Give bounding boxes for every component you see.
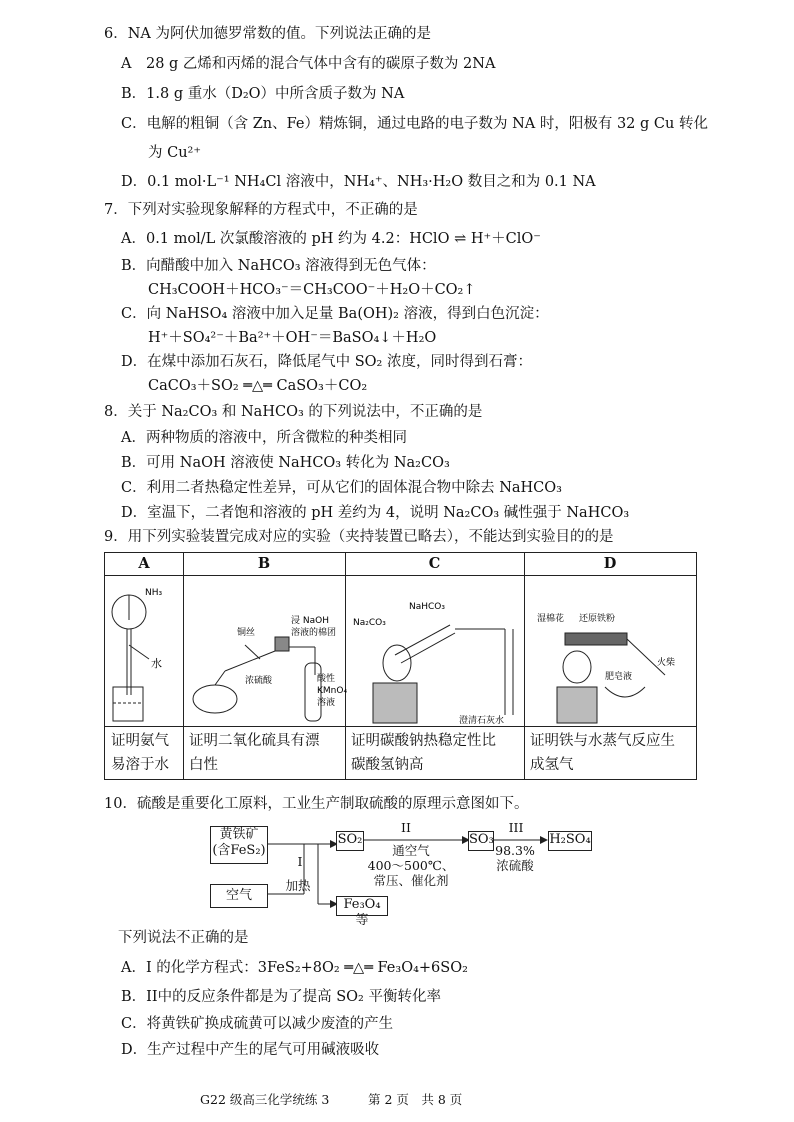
footer-page-number: 第 2 页 共 8 页 bbox=[368, 1092, 463, 1107]
q8-stem: 8．关于 Na₂CO₃ 和 NaHCO₃ 的下列说法中，不正确的是 bbox=[104, 404, 483, 420]
box-air: 空气 bbox=[210, 884, 268, 908]
table-header-d: D bbox=[603, 555, 617, 572]
q7-option-b-eq: CH₃COOH＋HCO₃⁻＝CH₃COO⁻＋H₂O＋CO₂↑ bbox=[148, 282, 476, 298]
q6-option-d: D．0.1 mol·L⁻¹ NH₄Cl 溶液中，NH₄⁺、NH₃·H₂O 数目之和为 0.1 NA bbox=[121, 174, 596, 190]
caption-b: 证明二氧化硫具有漂 白性 bbox=[189, 733, 320, 773]
q9-stem: 9．用下列实验装置完成对应的实验（夹持装置已略去），不能达到实验目的的是 bbox=[104, 529, 614, 545]
q6-stem: 6．NA 为阿伏加德罗常数的值。下列说法正确的是 bbox=[104, 26, 431, 42]
box-h2so4: H₂SO₄ bbox=[548, 831, 592, 851]
box-pyrite: 黄铁矿 (含FeS₂) bbox=[210, 826, 268, 864]
q6-option-b: B．1.8 g 重水（D₂O）中所含质子数为 NA bbox=[121, 86, 405, 102]
conc-percent: 98.3% bbox=[495, 843, 535, 858]
q7-option-d: D．在煤中添加石灰石，降低尾气中 SO₂ 浓度，同时得到石膏： bbox=[121, 354, 532, 370]
label-solution: 溶液 bbox=[317, 698, 336, 708]
q6-option-a: A 28 g 乙烯和丙烯的混合气体中含有的碳原子数为 2NA bbox=[121, 56, 496, 72]
q7-stem: 7．下列对实验现象解释的方程式中，不正确的是 bbox=[104, 202, 418, 218]
label-kmno4: KMnO₄ bbox=[317, 686, 348, 696]
q7-option-d-eq: CaCO₃＋SO₂ ═△═ CaSO₃＋CO₂ bbox=[148, 378, 368, 394]
caption-d: 证明铁与水蒸气反应生 成氢气 bbox=[530, 733, 675, 773]
q7-option-c: C．向 NaHSO₄ 溶液中加入足量 Ba(OH)₂ 溶液，得到白色沉淀： bbox=[121, 306, 549, 322]
condition-temperature: 400～500℃、 bbox=[367, 858, 455, 873]
label-nh3: NH₃ bbox=[145, 588, 163, 598]
q10-prompt: 下列说法不正确的是 bbox=[118, 930, 249, 946]
footer-exam-title: G22 级高三化学统练 3 bbox=[200, 1092, 330, 1107]
q10-option-c: C．将黄铁矿换成硫黄可以减少废渣的产生 bbox=[121, 1016, 394, 1032]
q6-option-c-cont: 为 Cu²⁺ bbox=[148, 145, 202, 161]
heat-label: 加热 bbox=[285, 878, 311, 893]
label-soap-solution: 肥皂液 bbox=[605, 672, 633, 682]
q10-option-d: D．生产过程中产生的尾气可用碱液吸收 bbox=[121, 1042, 380, 1058]
q7-option-c-eq: H⁺＋SO₄²⁻＋Ba²⁺＋OH⁻＝BaSO₄↓＋H₂O bbox=[148, 330, 437, 346]
label-iron-powder: 还原铁粉 bbox=[579, 614, 616, 624]
box-fe3o4: Fe₃O₄等 bbox=[336, 896, 388, 916]
condition-air: 通空气 bbox=[392, 843, 430, 858]
table-header-b: B bbox=[257, 555, 271, 572]
table-header-a: A bbox=[138, 555, 150, 572]
label-naoh-cotton-1: 浸 NaOH bbox=[291, 616, 329, 626]
q8-option-d: D．室温下，二者饱和溶液的 pH 差约为 4，说明 Na₂CO₃ 碱性强于 NaHCO₃ bbox=[121, 505, 630, 521]
label-copper-wire: 铜丝 bbox=[237, 628, 256, 638]
caption-c: 证明碳酸钠热稳定性比 碳酸氢钠高 bbox=[351, 733, 496, 773]
conc-acid: 浓硫酸 bbox=[496, 858, 534, 873]
q8-option-b: B．可用 NaOH 溶液使 NaHCO₃ 转化为 Na₂CO₃ bbox=[121, 455, 450, 471]
label-acidic: 酸性 bbox=[317, 674, 336, 684]
step-2-label: II bbox=[401, 820, 411, 835]
caption-a: 证明氨气 易溶于水 bbox=[111, 733, 169, 773]
q7-option-b: B．向醋酸中加入 NaHCO₃ 溶液得到无色气体： bbox=[121, 258, 436, 274]
q6-option-c: C．电解的粗铜（含 Zn、Fe）精炼铜，通过电路的电子数为 NA 时，阳极有 32 g Cu 转化 bbox=[121, 116, 708, 132]
q7-option-a: A．0.1 mol/L 次氯酸溶液的 pH 约为 4.2：HClO ⇌ H⁺＋ClO⁻ bbox=[121, 231, 541, 247]
label-water: 水 bbox=[151, 657, 162, 670]
label-wet-cotton: 湿棉花 bbox=[537, 614, 565, 624]
condition-pressure-catalyst: 常压、催化剂 bbox=[373, 873, 449, 888]
q8-option-c: C．利用二者热稳定性差异，可从它们的固体混合物中除去 NaHCO₃ bbox=[121, 480, 562, 496]
table-header-c: C bbox=[428, 555, 441, 572]
label-match: 火柴 bbox=[657, 658, 676, 668]
q10-stem: 10．硫酸是重要化工原料，工业生产制取硫酸的原理示意图如下。 bbox=[104, 796, 529, 812]
label-na2co3: Na₂CO₃ bbox=[353, 618, 386, 628]
step-3-label: III bbox=[508, 820, 524, 835]
q10-option-b: B．II中的反应条件都是为了提高 SO₂ 平衡转化率 bbox=[121, 989, 441, 1005]
label-limewater: 澄清石灰水 bbox=[459, 716, 505, 726]
label-nahco3: NaHCO₃ bbox=[409, 602, 445, 612]
q10-option-a: A．I 的化学方程式：3FeS₂+8O₂ ═△═ Fe₃O₄+6SO₂ bbox=[121, 960, 468, 976]
box-so2: SO₂ bbox=[336, 831, 364, 851]
q8-option-a: A．两种物质的溶液中，所含微粒的种类相同 bbox=[121, 430, 407, 446]
box-so3: SO₃ bbox=[468, 831, 494, 851]
step-1-label: I bbox=[297, 854, 303, 869]
label-conc-h2so4: 浓硫酸 bbox=[245, 676, 273, 686]
label-naoh-cotton-2: 溶液的棉团 bbox=[291, 628, 337, 638]
